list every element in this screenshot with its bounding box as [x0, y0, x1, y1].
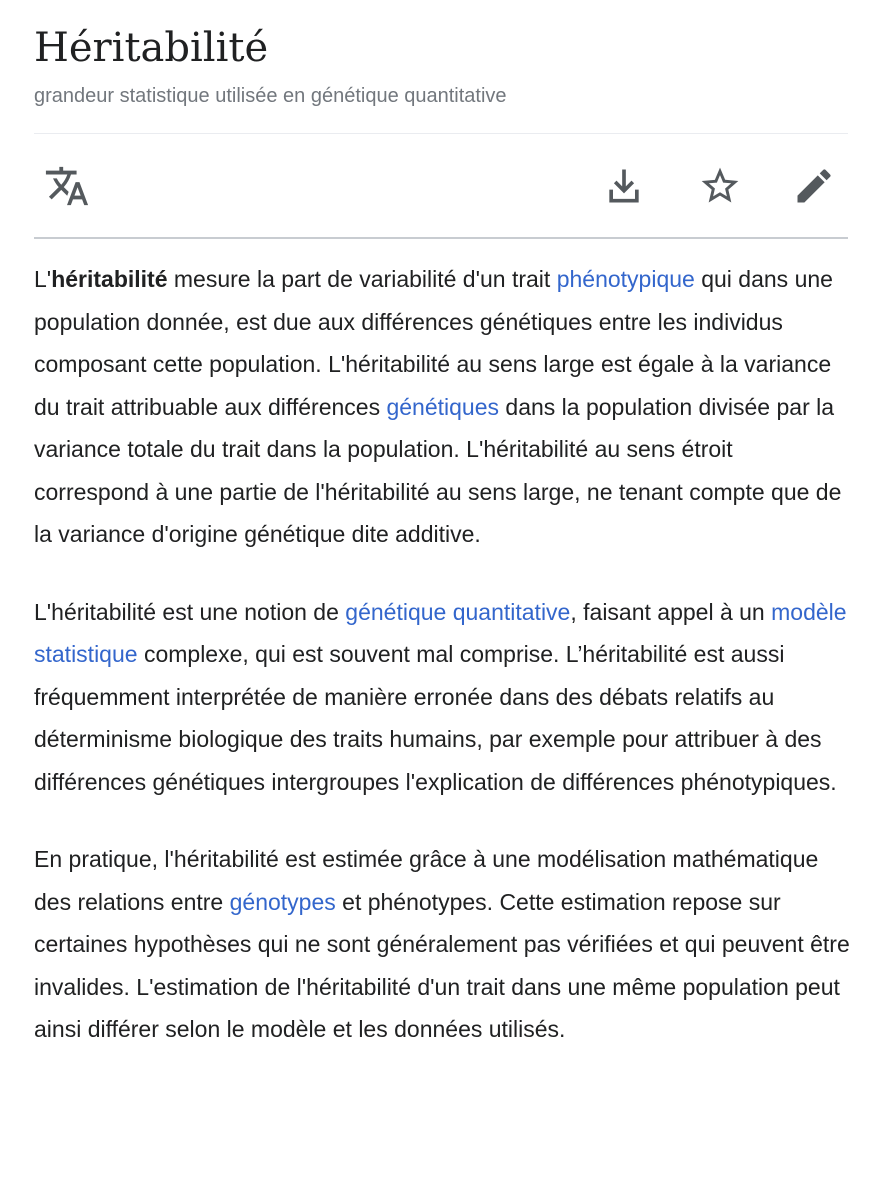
paragraph-pratique [34, 838, 854, 1051]
paragraph-intro [34, 258, 854, 556]
link-phenotypique[interactable]: phénotypique [556, 266, 695, 292]
download-icon [602, 164, 646, 208]
text-run: dans la population divisée par la variance totale du trait dans la population. L'héritabilité au sens étroit correspond à une partie de l'héritabilité au sens large, ne tenant compte que de la variance d'origine génétique dite additive. [34, 393, 842, 547]
download-button[interactable] [598, 160, 650, 212]
bold-term: héritabilité [51, 266, 168, 292]
text-run: En pratique, l'héritabilité est estimée grâce à une modélisation mathématique des relations entre [34, 846, 819, 915]
text-run: mesure la part de variabilité d'un trait [167, 266, 557, 292]
pencil-icon [792, 164, 836, 208]
translate-icon [44, 163, 90, 209]
text-run: qui dans une population donnée, est due aux différences génétiques entre les individus composant cette population. L'héritabilité au sens large est égale à la variance du trait attribuable aux différences [34, 266, 833, 420]
text-run: L'héritabilité est une notion de [34, 598, 346, 625]
paragraph-notion [34, 591, 854, 804]
link-genetiques[interactable]: génétiques [386, 393, 500, 420]
watch-button[interactable] [694, 160, 746, 212]
link-modele-statistique[interactable]: modèle statistique [34, 598, 847, 667]
text-run: et phénotypes. Cette estimation repose sur certaines hypothèses qui ne sont généralement pas vérifiées et qui peuvent être invalides. L'estimation de l'héritabilité d'un trait dans une même population peut ainsi différer selon le modèle et les données utilisés. [34, 888, 850, 1042]
page-description: grandeur statistique utilisée en génétique quantitative [34, 85, 507, 107]
language-button[interactable] [41, 160, 93, 212]
text-run: , faisant appel à un [570, 598, 772, 625]
header-divider [34, 133, 848, 134]
toolbar-divider [34, 237, 848, 239]
link-genotypes[interactable]: génotypes [229, 888, 336, 915]
edit-button[interactable] [788, 160, 840, 212]
page-title: Héritabilité [34, 25, 269, 71]
link-genetique-quantitative[interactable]: génétique quantitative [345, 598, 571, 625]
text-run: complexe, qui est souvent mal comprise. L’héritabilité est aussi fréquemment interprétée de manière erronée dans des débats relatifs au déterminisme biologique des traits humains, par exemple pour attribuer à des différences génétiques intergroupes l'explication de différences phénotypiques. [34, 641, 837, 795]
article-body [34, 258, 854, 1086]
star-icon [698, 164, 742, 208]
text-run: L' [34, 266, 52, 292]
